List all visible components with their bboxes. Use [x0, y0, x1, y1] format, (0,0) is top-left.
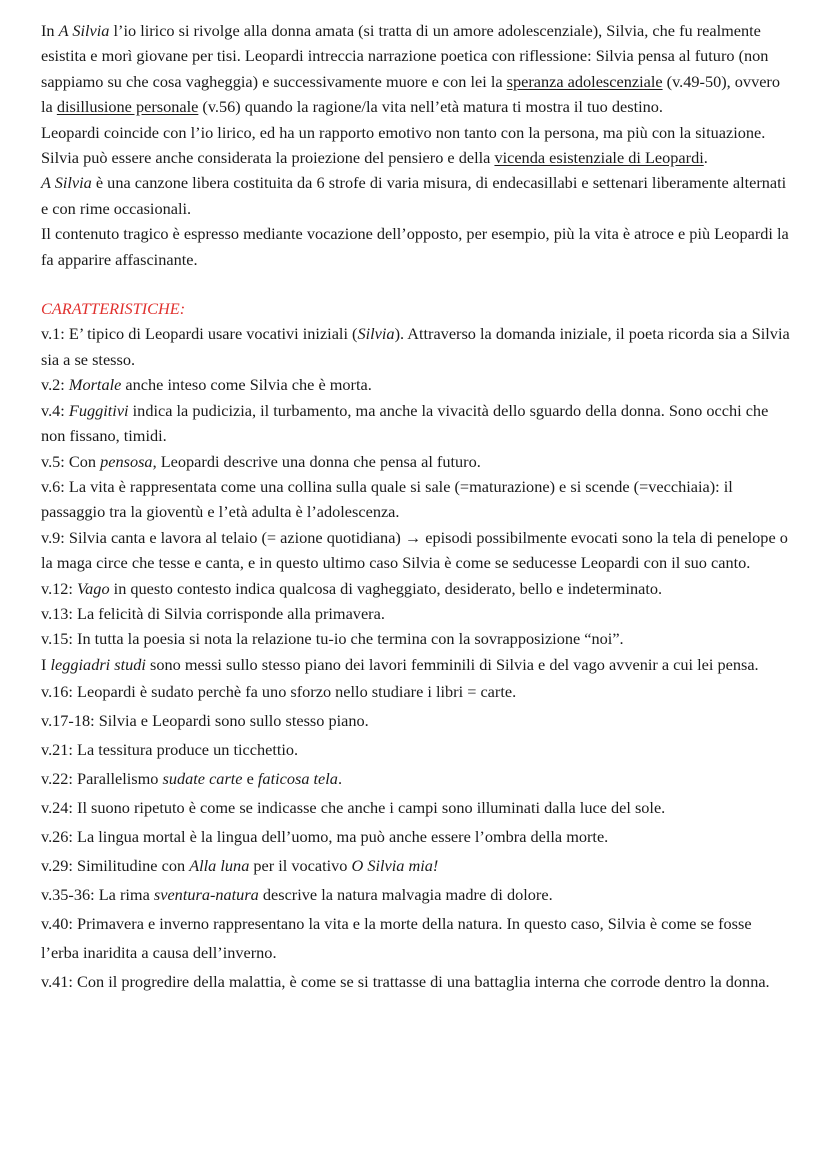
text-run: . — [337, 769, 343, 789]
italic-text: sudate carte — [162, 769, 243, 789]
paragraph — [41, 372, 793, 397]
text-run: v.24: Il suono ripetuto è come se indicasse che anche i campi sono illuminati dalla luce del sole. — [41, 798, 666, 818]
paragraph — [41, 793, 793, 822]
paragraph — [41, 474, 793, 525]
paragraph — [41, 398, 793, 449]
text-run: I — [41, 654, 51, 674]
text-run: v.5: Con — [41, 451, 101, 471]
text-run: v.6: La vita è rappresentata come una collina sulla quale si sale (=maturazione) e si scende (=vecchiaia): il passaggio tra la gioventù e l’età adulta è l’adolescenza. — [41, 476, 733, 522]
text-run: . — [703, 148, 708, 168]
paragraph — [41, 576, 793, 601]
intro-section — [41, 18, 793, 272]
underlined-text: disillusione personale — [56, 97, 199, 117]
document-page — [41, 18, 793, 996]
paragraph — [41, 145, 793, 170]
paragraph — [41, 170, 793, 221]
text-run: per il vocativo — [249, 856, 352, 876]
paragraph — [41, 626, 793, 651]
italic-text: Mortale — [68, 375, 122, 395]
paragraph — [41, 851, 793, 880]
text-run: sono messi sullo stesso piano dei lavori femminili di Silvia e del vago avvenir a cui lei pensa. — [145, 654, 759, 674]
text-run: v.15: In tutta la poesia si nota la relazione tu-io che termina con la sovrapposizione “noi”. — [41, 629, 624, 649]
text-run: v.1: E’ tipico di Leopardi usare vocativi iniziali ( — [41, 324, 358, 344]
text-run: v.13: La felicità di Silvia corrisponde alla primavera. — [41, 603, 385, 623]
italic-text: Silvia — [357, 324, 395, 344]
text-run: v.12: — [41, 578, 78, 598]
text-run: l’io lirico si rivolge alla donna amata (si tratta di un amore adolescenziale), Silvia, che fu realmente esistita e morì giovane per tisi. Leopardi intreccia narrazione poetica con riflessione: Silvia pensa al futuro (non sappiamo su che cosa vagheggia) e successivamente muore e con lei la — [41, 21, 769, 91]
paragraph — [41, 706, 793, 735]
paragraph — [41, 120, 793, 145]
text-run: Silvia può essere anche considerata la proiezione del pensiero e della — [41, 148, 495, 168]
text-run: descrive la natura malvagia madre di dolore. — [258, 885, 553, 905]
paragraph — [41, 909, 793, 967]
paragraph — [41, 18, 793, 120]
paragraph — [41, 321, 793, 372]
paragraph — [41, 735, 793, 764]
italic-text: Fuggitivi — [68, 400, 129, 420]
text-run: indica la pudicizia, il turbamento, ma anche la vivacità dello sguardo della donna. Sono occhi che non fissano, timidi. — [41, 400, 769, 446]
paragraph — [41, 652, 793, 677]
text-run: v.41: Con il progredire della malattia, è come se si trattasse di una battaglia interna che corrode dentro la donna. — [41, 972, 770, 992]
italic-text: A Silvia — [58, 21, 110, 40]
text-run: v.29: Similitudine con — [41, 856, 190, 876]
italic-text: Alla luna — [189, 856, 250, 876]
text-run: v.2: — [41, 375, 69, 395]
text-run: In — [41, 21, 59, 40]
paragraph — [41, 449, 793, 474]
text-run: e — [242, 769, 258, 789]
underlined-text: speranza adolescenziale — [506, 71, 663, 91]
italic-text: A Silvia — [41, 173, 92, 193]
paragraph — [41, 967, 793, 996]
italic-text: sventura-natura — [153, 885, 259, 905]
text-run: è una canzone libera costituita da 6 strofe di varia misura, di endecasillabi e settenari liberamente alternati e con rime occasionali. — [41, 173, 787, 218]
text-run: v.4: — [41, 400, 69, 420]
italic-text: O Silvia mia! — [351, 856, 439, 876]
italic-text: pensosa — [100, 451, 153, 471]
text-run: in questo contesto indica qualcosa di vagheggiato, desiderato, bello e indeterminato. — [109, 578, 663, 598]
paragraph — [41, 221, 793, 272]
paragraph — [41, 880, 793, 909]
paragraph — [41, 525, 793, 576]
section-heading: CARATTERISTICHE: — [41, 299, 186, 319]
text-run: v.35-36: La rima — [41, 885, 154, 905]
paragraph — [41, 677, 793, 706]
text-run: v.16: Leopardi è sudato perchè fa uno sforzo nello studiare i libri = carte. — [41, 682, 517, 702]
text-run: (v.56) quando la ragione/la vita nell’età matura ti mostra il tuo destino. — [198, 97, 663, 117]
italic-text: Vago — [77, 578, 110, 598]
text-run: Il contenuto tragico è espresso mediante vocazione dell’opposto, per esempio, più la vita è atroce e più Leopardi la fa apparire affascinante. — [41, 224, 789, 269]
text-run: Leopardi coincide con l’io lirico, ed ha un rapporto emotivo non tanto con la persona, ma più con la situazione. — [41, 122, 766, 142]
text-run: v.9: Silvia canta e lavora al telaio (= azione quotidiana) → episodi possibilmente evocati sono la tela di penelope o la maga circe che tesse e canta, e in questo ultimo caso Silvia è come se seducesse Leopardi con il suo canto. — [41, 527, 788, 573]
text-run: v.21: La tessitura produce un ticchettio. — [41, 740, 299, 760]
text-run: v.17-18: Silvia e Leopardi sono sullo stesso piano. — [41, 711, 369, 731]
text-run: v.22: Parallelismo — [41, 769, 163, 789]
text-run: ). Attraverso la domanda iniziale, il poeta ricorda sia a Silvia sia a se stesso. — [41, 324, 790, 369]
text-run: v.26: La lingua mortal è la lingua dell’uomo, ma può anche essere l’ombra della morte. — [41, 827, 609, 847]
paragraph — [41, 822, 793, 851]
underlined-text: vicenda esistenziale di Leopardi — [494, 148, 704, 168]
paragraph — [41, 601, 793, 626]
text-run: v.40: Primavera e inverno rappresentano la vita e la morte della natura. In questo caso, Silvia è come se fosse l’erba inaridita a causa dell’inverno. — [41, 914, 752, 963]
notes-section — [41, 321, 793, 996]
text-run: (v.49-50), ovvero la — [41, 71, 780, 117]
italic-text: faticosa tela — [257, 769, 338, 789]
paragraph — [41, 764, 793, 793]
italic-text: leggiadri studi — [50, 654, 146, 674]
text-run: , Leopardi descrive una donna che pensa al futuro. — [152, 451, 481, 471]
text-run: anche inteso come Silvia che è morta. — [121, 375, 372, 395]
